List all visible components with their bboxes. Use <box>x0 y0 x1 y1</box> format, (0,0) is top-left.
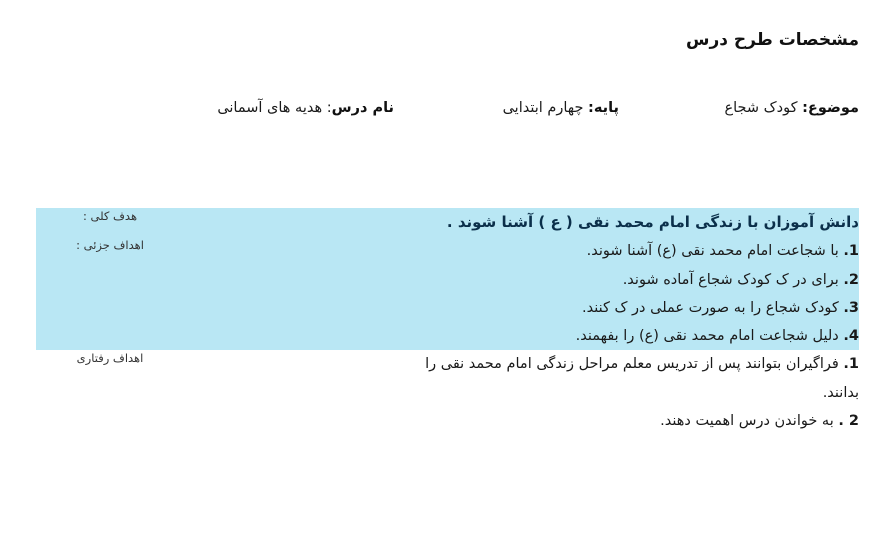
page-title: مشخصات طرح درس <box>686 30 859 50</box>
meta-grade-label: پایه <box>593 100 619 116</box>
meta-lesson-value: هدیه های آسمانی <box>217 100 323 116</box>
behavioural-goal-text-cont: بدانند. <box>822 384 859 401</box>
partial-goals-cell <box>184 237 859 350</box>
behavioural-goal-number: 2 . <box>838 412 859 429</box>
general-goal-text: دانش آموزان با زندگی امام محمد نقی ( ع ) آشنا شوند . <box>446 213 859 231</box>
partial-goal-text: با شجاعت امام محمد نقی (ع) آشنا شوند. <box>586 243 839 260</box>
table-row-general-goal <box>36 208 859 237</box>
behavioural-goal-item <box>184 407 859 435</box>
meta-lesson-label: نام درس <box>331 100 394 116</box>
behavioural-goals-cell <box>184 350 859 435</box>
meta-topic-value: کودک شجاع <box>724 100 798 116</box>
table-row-partial-goals <box>36 237 859 350</box>
partial-goal-item <box>184 266 859 294</box>
partial-goal-item <box>184 322 859 350</box>
general-goal-label: هدف کلی : <box>36 208 184 237</box>
table-row-behavioural-goals <box>36 350 859 435</box>
meta-lesson-separator: : <box>326 100 332 116</box>
behavioural-goal-number: 1. <box>843 356 859 373</box>
meta-grade-value: چهارم ابتدایی <box>502 100 584 116</box>
partial-goal-item <box>184 294 859 322</box>
behavioural-goal-item <box>184 350 859 407</box>
partial-goal-number: 4. <box>843 328 859 345</box>
partial-goal-text: برای در ک کودک شجاع آماده شوند. <box>622 271 839 288</box>
lesson-plan-table <box>36 208 859 435</box>
partial-goal-number: 1. <box>843 243 859 260</box>
lesson-meta-row <box>36 100 859 116</box>
general-goal-cell <box>184 208 859 237</box>
partial-goal-number: 2. <box>843 271 859 288</box>
behavioural-goal-text: به خواندن درس اهمیت دهند. <box>660 412 834 429</box>
meta-topic-label: موضوع <box>807 100 859 116</box>
meta-grade <box>394 100 619 116</box>
partial-goal-text: کودک شجاع را به صورت عملی در ک کنند. <box>581 299 839 316</box>
behavioural-goals-label: اهداف رفتاری <box>76 351 144 366</box>
partial-goals-label: اهداف جزئی : <box>36 237 184 350</box>
partial-goal-item <box>184 237 859 265</box>
meta-grade-separator: : <box>588 100 594 116</box>
meta-topic-separator: : <box>802 100 808 116</box>
partial-goal-text: دلیل شجاعت امام محمد نقی (ع) را بفهمند. <box>575 328 839 345</box>
partial-goal-number: 3. <box>843 299 859 316</box>
behavioural-goal-text: فراگیران بتوانند پس از تدریس معلم مراحل زندگی امام محمد نقی را <box>425 356 839 373</box>
meta-lesson <box>104 100 394 116</box>
meta-topic <box>619 100 859 116</box>
